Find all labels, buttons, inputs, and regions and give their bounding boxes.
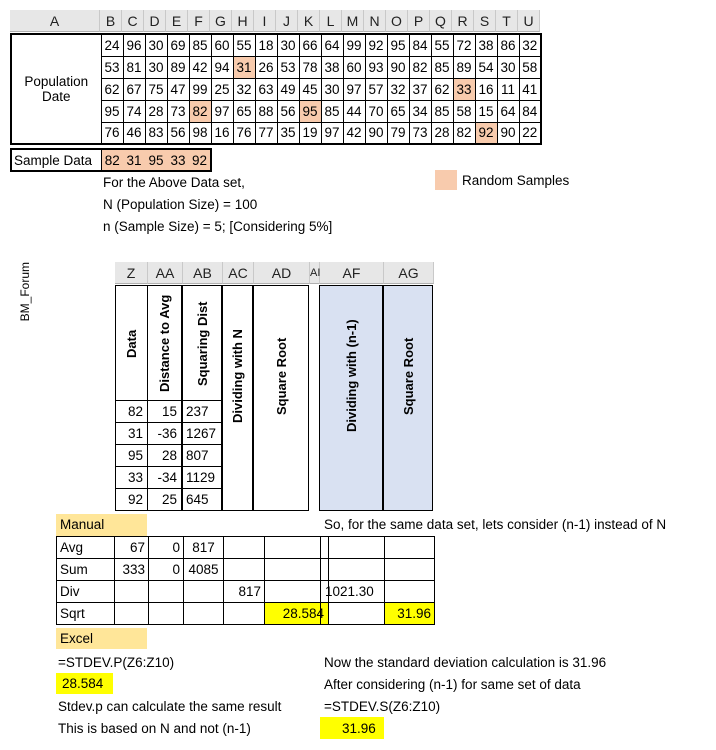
column-header-k[interactable]: K bbox=[298, 10, 320, 32]
legend-swatch bbox=[435, 170, 457, 190]
population-cell: 16 bbox=[211, 122, 233, 144]
column-header-c[interactable]: C bbox=[122, 10, 144, 32]
population-cell: 89 bbox=[167, 56, 189, 78]
population-cell: 75 bbox=[145, 78, 167, 100]
population-cell: 78 bbox=[299, 56, 321, 78]
population-cell: 97 bbox=[321, 122, 343, 144]
population-cell: 53 bbox=[277, 56, 299, 78]
empty-cell bbox=[321, 603, 385, 625]
empty-cell bbox=[321, 559, 385, 581]
empty-cell bbox=[149, 603, 184, 625]
calc-header-label: Distance to Avg bbox=[157, 294, 172, 392]
column-header-o[interactable]: O bbox=[386, 10, 408, 32]
avg-z: 67 bbox=[115, 537, 149, 559]
population-cell: 86 bbox=[497, 34, 519, 56]
empty-cell bbox=[265, 537, 329, 559]
population-cell: 65 bbox=[233, 100, 255, 122]
sum-z: 333 bbox=[115, 559, 149, 581]
population-cell: 49 bbox=[277, 78, 299, 100]
population-cell: 85 bbox=[189, 34, 211, 56]
sample-value: 82 bbox=[101, 149, 123, 171]
calc-data-cell: 15 bbox=[147, 400, 182, 423]
population-cell: 79 bbox=[387, 122, 409, 144]
population-cell: 67 bbox=[123, 78, 145, 100]
calc-data-cell: 82 bbox=[115, 400, 148, 423]
desc-line-3: n (Sample Size) = 5; [Considering 5%] bbox=[103, 219, 333, 234]
population-cell: 34 bbox=[409, 100, 431, 122]
population-cell: 66 bbox=[299, 34, 321, 56]
population-cell: 89 bbox=[453, 56, 475, 78]
population-cell: 63 bbox=[255, 78, 277, 100]
population-cell: 90 bbox=[497, 122, 519, 144]
population-cell: 57 bbox=[365, 78, 387, 100]
population-cell: 93 bbox=[365, 56, 387, 78]
population-cell: 96 bbox=[123, 34, 145, 56]
population-cell: 38 bbox=[475, 34, 497, 56]
population-cell: 60 bbox=[343, 56, 365, 78]
div-label: Div bbox=[57, 581, 115, 603]
population-cell: 70 bbox=[365, 100, 387, 122]
stdev-p-formula: =STDEV.P(Z6:Z10) bbox=[58, 655, 175, 670]
population-cell: 85 bbox=[431, 56, 453, 78]
sum-label: Sum bbox=[57, 559, 115, 581]
population-cell: 83 bbox=[145, 122, 167, 144]
population-cell: 60 bbox=[211, 34, 233, 56]
population-cell: 95 bbox=[387, 34, 409, 56]
stdev-p-result: 28.584 bbox=[62, 676, 104, 691]
summary-table-right bbox=[320, 536, 435, 625]
column-header-s[interactable]: S bbox=[474, 10, 496, 32]
population-cell: 45 bbox=[299, 78, 321, 100]
stdev-s-result: 31.96 bbox=[342, 721, 376, 736]
empty-cell bbox=[321, 537, 385, 559]
population-cell: 74 bbox=[123, 100, 145, 122]
population-cell: 56 bbox=[167, 122, 189, 144]
empty-cell bbox=[224, 603, 265, 625]
calc-header-cell bbox=[222, 285, 253, 511]
population-cell: 54 bbox=[475, 56, 497, 78]
column-header-f[interactable]: F bbox=[188, 10, 210, 32]
population-cell: 16 bbox=[475, 78, 497, 100]
population-cell: 82 bbox=[453, 122, 475, 144]
empty-cell bbox=[184, 581, 224, 603]
population-cell: 82 bbox=[189, 100, 211, 122]
empty-cell bbox=[224, 537, 265, 559]
column-header-g[interactable]: G bbox=[210, 10, 232, 32]
calc-column-header-aa[interactable]: AA bbox=[148, 262, 183, 284]
population-cell: 25 bbox=[211, 78, 233, 100]
stdev-s-formula: =STDEV.S(Z6:Z10) bbox=[324, 699, 441, 714]
calc-column-header-af[interactable]: AF bbox=[320, 262, 384, 284]
calc-column-header-ag[interactable]: AG bbox=[384, 262, 434, 284]
population-cell: 30 bbox=[277, 34, 299, 56]
sqrt-label: Sqrt bbox=[57, 603, 115, 625]
excel-label: Excel bbox=[56, 628, 147, 649]
column-header-l[interactable]: L bbox=[320, 10, 342, 32]
calc-header-cell bbox=[147, 285, 182, 401]
column-header-q[interactable]: Q bbox=[430, 10, 452, 32]
calc-column-header-ae[interactable]: AI bbox=[310, 262, 320, 284]
calc-header-label: Data bbox=[124, 329, 139, 359]
population-cell: 32 bbox=[387, 78, 409, 100]
population-cell: 94 bbox=[211, 56, 233, 78]
empty-cell bbox=[115, 603, 149, 625]
population-cell: 47 bbox=[167, 78, 189, 100]
population-cell: 22 bbox=[519, 122, 541, 144]
population-cell: 95 bbox=[101, 100, 123, 122]
column-header-e[interactable]: E bbox=[166, 10, 188, 32]
population-cell: 73 bbox=[409, 122, 431, 144]
population-cell: 30 bbox=[497, 56, 519, 78]
population-cell: 82 bbox=[409, 56, 431, 78]
population-cell: 97 bbox=[343, 78, 365, 100]
calc-data-cell: 807 bbox=[182, 444, 222, 467]
calc-column-header-ab[interactable]: AB bbox=[183, 262, 223, 284]
column-header-a[interactable]: A bbox=[10, 10, 100, 32]
population-cell: 44 bbox=[343, 100, 365, 122]
population-cell: 72 bbox=[453, 34, 475, 56]
column-header-n[interactable]: N bbox=[364, 10, 386, 32]
side-label: BM_Forum bbox=[18, 262, 32, 322]
empty-cell bbox=[224, 559, 265, 581]
empty-cell bbox=[385, 537, 435, 559]
calc-data-cell: 237 bbox=[182, 400, 222, 423]
calc-column-header-ac[interactable]: AC bbox=[223, 262, 254, 284]
population-cell: 95 bbox=[299, 100, 321, 122]
sample-data-label: Sample Data bbox=[11, 149, 101, 171]
calc-header-cell bbox=[182, 285, 222, 401]
population-cell: 55 bbox=[233, 34, 255, 56]
calc-column-header-z[interactable]: Z bbox=[115, 262, 148, 284]
calc-header-label: Squaring Dist bbox=[194, 301, 210, 387]
sample-data-table bbox=[10, 148, 212, 172]
population-cell: 85 bbox=[321, 100, 343, 122]
population-cell: 42 bbox=[189, 56, 211, 78]
column-header-t[interactable]: T bbox=[496, 10, 518, 32]
population-cell: 33 bbox=[453, 78, 475, 100]
population-cell: 64 bbox=[497, 100, 519, 122]
population-date-label: Population Date bbox=[11, 34, 101, 144]
population-cell: 99 bbox=[343, 34, 365, 56]
population-cell: 38 bbox=[321, 56, 343, 78]
sum-ab: 4085 bbox=[184, 559, 224, 581]
sum-aa: 0 bbox=[149, 559, 184, 581]
population-cell: 58 bbox=[519, 56, 541, 78]
avg-aa: 0 bbox=[149, 537, 184, 559]
population-cell: 26 bbox=[255, 56, 277, 78]
population-cell: 92 bbox=[365, 34, 387, 56]
calc-header-cell bbox=[115, 285, 148, 401]
calc-header-label: Dividing with (n-1) bbox=[343, 319, 359, 433]
population-cell: 77 bbox=[255, 122, 277, 144]
column-header-b[interactable]: B bbox=[100, 10, 122, 32]
population-cell: 81 bbox=[123, 56, 145, 78]
population-cell: 46 bbox=[123, 122, 145, 144]
population-cell: 42 bbox=[343, 122, 365, 144]
desc-line-2: N (Population Size) = 100 bbox=[103, 197, 258, 212]
calc-header-label: Square Root bbox=[400, 337, 416, 415]
calc-data-cell: 95 bbox=[115, 444, 148, 467]
population-cell: 15 bbox=[475, 100, 497, 122]
population-cell: 19 bbox=[299, 122, 321, 144]
population-cell: 37 bbox=[409, 78, 431, 100]
calc-data-cell: 25 bbox=[147, 488, 182, 511]
calc-column-header-ad[interactable]: AD bbox=[254, 262, 310, 284]
left-note-2: This is based on N and not (n-1) bbox=[58, 721, 251, 736]
population-cell: 92 bbox=[475, 122, 497, 144]
population-cell: 97 bbox=[211, 100, 233, 122]
population-cell: 69 bbox=[167, 34, 189, 56]
calc-data-cell: 33 bbox=[115, 466, 148, 489]
population-cell: 24 bbox=[101, 34, 123, 56]
summary-table-left bbox=[56, 536, 329, 625]
population-cell: 65 bbox=[387, 100, 409, 122]
population-cell: 35 bbox=[277, 122, 299, 144]
left-note-1: Stdev.p can calculate the same result bbox=[58, 699, 282, 714]
right-note-2: After considering (n-1) for same set of data bbox=[324, 677, 581, 692]
population-cell: 73 bbox=[167, 100, 189, 122]
calc-data-cell: 1267 bbox=[182, 422, 222, 445]
legend-text: Random Samples bbox=[462, 173, 570, 188]
calc-header-cell bbox=[253, 285, 309, 511]
empty-cell bbox=[385, 559, 435, 581]
calc-data-cell: 92 bbox=[115, 488, 148, 511]
calc-header-label: Dividing with N bbox=[230, 329, 245, 423]
avg-ab: 817 bbox=[184, 537, 224, 559]
population-cell: 55 bbox=[431, 34, 453, 56]
population-cell: 28 bbox=[145, 100, 167, 122]
sample-value: 31 bbox=[123, 149, 145, 171]
calc-header-cell bbox=[383, 285, 433, 511]
population-cell: 76 bbox=[101, 122, 123, 144]
population-cell: 62 bbox=[431, 78, 453, 100]
population-cell: 11 bbox=[497, 78, 519, 100]
calc-data-cell: 1129 bbox=[182, 466, 222, 489]
sqrt-ad: 28.584 bbox=[265, 603, 329, 625]
calc-data-cell: -34 bbox=[147, 466, 182, 489]
column-header-h[interactable]: H bbox=[232, 10, 254, 32]
population-cell: 30 bbox=[321, 78, 343, 100]
population-cell: 53 bbox=[101, 56, 123, 78]
population-cell: 31 bbox=[233, 56, 255, 78]
empty-cell bbox=[265, 559, 329, 581]
population-cell: 32 bbox=[519, 34, 541, 56]
population-cell: 41 bbox=[519, 78, 541, 100]
population-cell: 99 bbox=[189, 78, 211, 100]
population-cell: 18 bbox=[255, 34, 277, 56]
population-cell: 90 bbox=[387, 56, 409, 78]
population-cell: 76 bbox=[233, 122, 255, 144]
sqrt-ag: 31.96 bbox=[385, 603, 435, 625]
calc-data-cell: 645 bbox=[182, 488, 222, 511]
population-cell: 98 bbox=[189, 122, 211, 144]
empty-cell bbox=[265, 581, 329, 603]
population-cell: 84 bbox=[519, 100, 541, 122]
calc-data-cell: 31 bbox=[115, 422, 148, 445]
avg-label: Avg bbox=[57, 537, 115, 559]
stdev-p-result-box bbox=[56, 673, 113, 694]
manual-note: So, for the same data set, lets consider (n-1) instead of N bbox=[324, 517, 667, 532]
manual-label: Manual bbox=[56, 514, 147, 536]
empty-cell bbox=[149, 581, 184, 603]
column-header-d[interactable]: D bbox=[144, 10, 166, 32]
stdev-s-result-box bbox=[320, 717, 384, 739]
population-cell: 28 bbox=[431, 122, 453, 144]
sample-value: 92 bbox=[189, 149, 211, 171]
div-ac: 817 bbox=[224, 581, 265, 603]
population-cell: 30 bbox=[145, 56, 167, 78]
empty-cell bbox=[385, 581, 435, 603]
population-cell: 30 bbox=[145, 34, 167, 56]
div-af: 1021.30 bbox=[321, 581, 385, 603]
column-header-p[interactable]: P bbox=[408, 10, 430, 32]
population-cell: 64 bbox=[321, 34, 343, 56]
column-header-j[interactable]: J bbox=[276, 10, 298, 32]
calc-header-label: Square Root bbox=[273, 337, 289, 415]
calc-header-cell bbox=[319, 285, 383, 511]
population-cell: 58 bbox=[453, 100, 475, 122]
population-cell: 90 bbox=[365, 122, 387, 144]
empty-cell bbox=[115, 581, 149, 603]
population-cell: 88 bbox=[255, 100, 277, 122]
column-header-r[interactable]: R bbox=[452, 10, 474, 32]
sample-value: 95 bbox=[145, 149, 167, 171]
population-cell: 32 bbox=[233, 78, 255, 100]
empty-cell bbox=[184, 603, 224, 625]
population-table bbox=[10, 33, 542, 145]
column-header-u[interactable]: U bbox=[518, 10, 540, 32]
calc-data-cell: -36 bbox=[147, 422, 182, 445]
column-header-m[interactable]: M bbox=[342, 10, 364, 32]
column-header-i[interactable]: I bbox=[254, 10, 276, 32]
population-cell: 85 bbox=[431, 100, 453, 122]
desc-line-1: For the Above Data set, bbox=[103, 175, 245, 190]
calc-data-cell: 28 bbox=[147, 444, 182, 467]
population-cell: 56 bbox=[277, 100, 299, 122]
population-cell: 62 bbox=[101, 78, 123, 100]
right-note-1: Now the standard deviation calculation is 31.96 bbox=[324, 655, 607, 670]
population-cell: 84 bbox=[409, 34, 431, 56]
sample-value: 33 bbox=[167, 149, 189, 171]
